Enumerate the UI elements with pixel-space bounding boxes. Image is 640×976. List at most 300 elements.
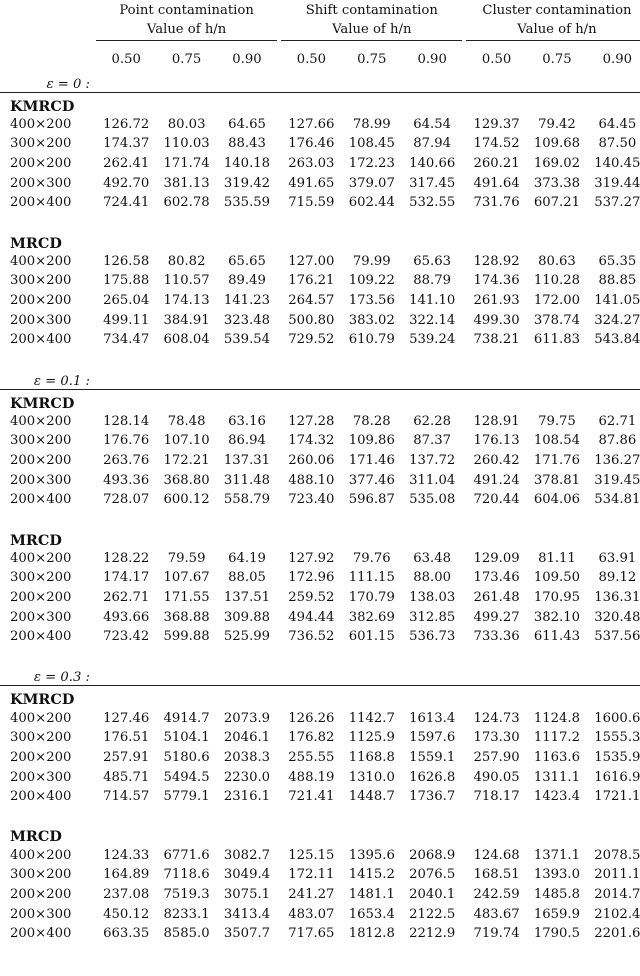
value-cell: 720.44 — [473, 492, 520, 508]
value-cell: 558.79 — [223, 492, 271, 508]
value-cell: 1168.8 — [348, 749, 395, 765]
value-cell: 262.41 — [103, 156, 150, 172]
size-label: 200×300 — [10, 609, 72, 625]
table-row — [0, 271, 640, 291]
value-cell: 663.35 — [103, 926, 150, 942]
value-cell: 608.04 — [163, 332, 210, 348]
table-row — [0, 845, 640, 865]
h-value-header: 0.90 — [602, 52, 633, 68]
table-row — [0, 154, 640, 174]
value-cell: 136.31 — [594, 589, 640, 605]
value-cell: 1423.4 — [533, 789, 581, 805]
value-cell: 2122.5 — [409, 906, 456, 922]
value-cell: 1721.1 — [594, 789, 640, 805]
value-cell: 257.91 — [103, 749, 150, 765]
value-cell: 138.03 — [409, 589, 456, 605]
table-row — [0, 490, 640, 510]
value-cell: 260.42 — [473, 453, 520, 469]
epsilon-row — [0, 70, 640, 93]
value-cell: 599.88 — [163, 629, 210, 645]
value-cell: 108.54 — [533, 433, 581, 449]
value-cell: 491.65 — [288, 175, 335, 191]
value-cell: 79.42 — [538, 116, 576, 132]
table-row — [0, 904, 640, 924]
value-cell: 176.82 — [288, 730, 335, 746]
value-cell: 728.07 — [103, 492, 150, 508]
value-cell: 171.46 — [348, 453, 395, 469]
value-cell: 107.10 — [163, 433, 210, 449]
table-row — [0, 588, 640, 608]
table-row — [0, 451, 640, 471]
value-cell: 1125.9 — [348, 730, 395, 746]
value-cell: 311.04 — [409, 472, 456, 488]
value-cell: 1790.5 — [533, 926, 581, 942]
value-cell: 128.22 — [103, 550, 150, 566]
method-row — [0, 823, 640, 845]
value-cell: 6771.6 — [163, 847, 210, 863]
value-cell: 1124.8 — [533, 710, 581, 726]
value-cell: 535.08 — [409, 492, 456, 508]
value-cell: 604.06 — [533, 492, 581, 508]
value-cell: 176.46 — [288, 136, 335, 152]
value-cell: 137.51 — [223, 589, 271, 605]
table-row — [0, 193, 640, 213]
size-label: 400×200 — [10, 253, 72, 269]
table-row — [0, 885, 640, 905]
value-cell: 170.79 — [348, 589, 395, 605]
value-cell: 1310.0 — [348, 769, 395, 785]
value-cell: 141.10 — [409, 293, 456, 309]
size-label: 200×400 — [10, 629, 72, 645]
size-label: 200×300 — [10, 769, 72, 785]
value-cell: 2201.6 — [594, 926, 640, 942]
value-cell: 65.35 — [598, 253, 637, 269]
value-cell: 141.23 — [223, 293, 271, 309]
value-cell: 127.00 — [288, 253, 335, 269]
method-label: KMRCD — [10, 97, 75, 115]
value-cell: 1535.9 — [594, 749, 640, 765]
value-cell: 62.28 — [413, 413, 452, 429]
value-cell: 537.56 — [594, 629, 640, 645]
size-label: 200×400 — [10, 332, 72, 348]
value-cell: 171.74 — [163, 156, 210, 172]
value-cell: 126.26 — [288, 710, 335, 726]
value-cell: 262.71 — [103, 589, 150, 605]
value-cell: 2076.5 — [409, 867, 456, 883]
value-cell: 485.71 — [103, 769, 150, 785]
value-cell: 1597.6 — [409, 730, 456, 746]
value-cell: 263.03 — [288, 156, 335, 172]
value-cell: 490.05 — [473, 769, 520, 785]
value-cell: 88.79 — [413, 273, 452, 289]
value-cell: 175.88 — [103, 273, 150, 289]
value-cell: 264.57 — [288, 293, 335, 309]
value-cell: 124.68 — [473, 847, 520, 863]
value-cell: 65.63 — [413, 253, 452, 269]
value-cell: 1653.4 — [348, 906, 395, 922]
value-cell: 137.72 — [409, 453, 456, 469]
value-cell: 611.83 — [533, 332, 581, 348]
value-cell: 731.76 — [473, 195, 520, 211]
value-cell: 729.52 — [288, 332, 335, 348]
value-cell: 714.57 — [103, 789, 150, 805]
value-cell: 172.96 — [288, 570, 335, 586]
value-cell: 1600.6 — [594, 710, 640, 726]
value-cell: 1415.2 — [348, 867, 395, 883]
value-cell: 373.38 — [533, 175, 581, 191]
value-cell: 64.54 — [413, 116, 452, 132]
value-cell: 78.99 — [352, 116, 391, 132]
value-cell: 323.48 — [223, 312, 271, 328]
size-label: 200×400 — [10, 926, 72, 942]
value-cell: 63.91 — [598, 550, 637, 566]
value-cell: 537.27 — [594, 195, 640, 211]
table-row — [0, 549, 640, 569]
value-cell: 109.68 — [533, 136, 581, 152]
value-cell: 176.21 — [288, 273, 335, 289]
value-cell: 532.55 — [409, 195, 456, 211]
h-value-header: 0.50 — [481, 52, 512, 68]
value-cell: 2068.9 — [409, 847, 456, 863]
table-row — [0, 767, 640, 787]
value-cell: 2212.9 — [409, 926, 456, 942]
value-cell: 125.15 — [288, 847, 335, 863]
value-cell: 255.55 — [288, 749, 335, 765]
value-cell: 600.12 — [163, 492, 210, 508]
value-cell: 311.48 — [223, 472, 271, 488]
value-cell: 170.95 — [533, 589, 581, 605]
value-cell: 382.10 — [533, 609, 581, 625]
value-cell: 721.41 — [288, 789, 335, 805]
value-cell: 164.89 — [103, 867, 150, 883]
value-cell: 78.48 — [167, 413, 206, 429]
value-cell: 483.67 — [473, 906, 520, 922]
value-cell: 172.23 — [348, 156, 395, 172]
value-cell: 137.31 — [223, 453, 271, 469]
value-cell: 79.76 — [352, 550, 391, 566]
value-cell: 78.28 — [352, 413, 391, 429]
value-cell: 127.92 — [288, 550, 335, 566]
value-cell: 607.21 — [533, 195, 581, 211]
value-cell: 127.28 — [288, 413, 335, 429]
size-label: 200×300 — [10, 472, 72, 488]
value-cell: 241.27 — [288, 886, 335, 902]
size-label: 200×300 — [10, 312, 72, 328]
value-cell: 172.00 — [533, 293, 581, 309]
value-cell: 1626.8 — [409, 769, 456, 785]
value-cell: 610.79 — [348, 332, 395, 348]
table-header — [0, 0, 640, 70]
value-cell: 368.80 — [163, 472, 210, 488]
value-cell: 7118.6 — [163, 867, 210, 883]
value-cell: 733.36 — [473, 629, 520, 645]
value-cell: 89.49 — [228, 273, 266, 289]
value-cell: 719.74 — [473, 926, 520, 942]
h-value-header: 0.50 — [111, 52, 141, 68]
value-cell: 109.22 — [348, 273, 395, 289]
table-row — [0, 173, 640, 193]
group-title-point: Point contamination — [119, 2, 254, 18]
value-cell: 136.27 — [594, 453, 640, 469]
value-cell: 64.65 — [228, 116, 266, 132]
value-cell: 140.45 — [594, 156, 640, 172]
value-cell: 324.27 — [594, 312, 640, 328]
value-cell: 611.43 — [533, 629, 581, 645]
value-cell: 169.02 — [533, 156, 581, 172]
table-row — [0, 568, 640, 588]
value-cell: 176.76 — [103, 433, 150, 449]
h-value-header: 0.75 — [357, 52, 387, 68]
value-cell: 1613.4 — [409, 710, 456, 726]
group-subtitle-point: Value of h/n — [96, 20, 277, 40]
value-cell: 723.40 — [288, 492, 335, 508]
value-cell: 129.09 — [473, 550, 520, 566]
value-cell: 488.10 — [288, 472, 335, 488]
method-spacer-cell — [0, 806, 640, 823]
size-label: 200×200 — [10, 749, 72, 765]
method-spacer — [0, 806, 640, 823]
group-title-shift: Shift contamination — [305, 2, 438, 18]
value-cell: 109.50 — [533, 570, 581, 586]
value-cell: 126.58 — [103, 253, 150, 269]
value-cell: 491.24 — [473, 472, 520, 488]
method-spacer-cell — [0, 213, 640, 230]
table-row — [0, 330, 640, 350]
value-cell: 88.00 — [413, 570, 452, 586]
value-cell: 382.69 — [348, 609, 395, 625]
size-label: 200×400 — [10, 492, 72, 508]
section-spacer-cell — [0, 646, 640, 663]
value-cell: 3507.7 — [223, 926, 271, 942]
method-spacer — [0, 510, 640, 527]
value-cell: 128.91 — [473, 413, 520, 429]
value-cell: 63.16 — [228, 413, 266, 429]
value-cell: 601.15 — [348, 629, 395, 645]
value-cell: 257.90 — [473, 749, 520, 765]
method-spacer-cell — [0, 510, 640, 527]
table-row — [0, 431, 640, 451]
table-row — [0, 412, 640, 432]
value-cell: 171.76 — [533, 453, 581, 469]
value-cell: 525.99 — [223, 629, 271, 645]
value-cell: 79.75 — [538, 413, 576, 429]
value-cell: 1485.8 — [533, 886, 581, 902]
value-cell: 129.37 — [473, 116, 520, 132]
value-cell: 724.41 — [103, 195, 150, 211]
value-cell: 491.64 — [473, 175, 520, 191]
size-label: 400×200 — [10, 710, 72, 726]
size-label: 200×300 — [10, 175, 72, 191]
h-value-header: 0.50 — [296, 52, 327, 68]
value-cell: 79.99 — [352, 253, 391, 269]
table-row — [0, 787, 640, 807]
value-cell: 319.42 — [223, 175, 271, 191]
value-cell: 260.21 — [473, 156, 520, 172]
value-cell: 140.66 — [409, 156, 456, 172]
value-cell: 124.73 — [473, 710, 520, 726]
value-cell: 263.76 — [103, 453, 150, 469]
value-cell: 1736.7 — [409, 789, 456, 805]
h-value-header: 0.75 — [171, 52, 202, 68]
value-cell: 8233.1 — [163, 906, 210, 922]
value-cell: 87.37 — [413, 433, 452, 449]
value-cell: 1812.8 — [348, 926, 395, 942]
value-cell: 499.30 — [473, 312, 520, 328]
value-cell: 128.14 — [103, 413, 150, 429]
value-cell: 536.73 — [409, 629, 456, 645]
value-cell: 734.47 — [103, 332, 150, 348]
value-cell: 124.33 — [103, 847, 150, 863]
value-cell: 173.30 — [473, 730, 520, 746]
value-cell: 110.28 — [533, 273, 581, 289]
value-cell: 1559.1 — [409, 749, 456, 765]
value-cell: 383.02 — [348, 312, 395, 328]
method-row — [0, 686, 640, 708]
value-cell: 64.45 — [598, 116, 637, 132]
size-label: 400×200 — [10, 116, 72, 132]
table-row — [0, 748, 640, 768]
value-cell: 483.07 — [288, 906, 335, 922]
value-cell: 173.46 — [473, 570, 520, 586]
value-cell: 379.07 — [348, 175, 395, 191]
method-label: MRCD — [10, 828, 62, 846]
value-cell: 168.51 — [473, 867, 520, 883]
size-label: 300×200 — [10, 273, 72, 289]
value-cell: 80.63 — [538, 253, 576, 269]
size-label: 200×200 — [10, 886, 72, 902]
table-row — [0, 291, 640, 311]
method-row — [0, 230, 640, 252]
section-spacer-cell — [0, 350, 640, 367]
table-row — [0, 310, 640, 330]
value-cell: 1371.1 — [533, 847, 581, 863]
value-cell: 261.48 — [473, 589, 520, 605]
value-cell: 1311.1 — [533, 769, 581, 785]
value-cell: 535.59 — [223, 195, 271, 211]
value-cell: 1117.2 — [533, 730, 581, 746]
epsilon-label: ε = 0 : — [46, 76, 90, 92]
value-cell: 602.78 — [163, 195, 210, 211]
value-cell: 596.87 — [348, 492, 395, 508]
size-label: 200×400 — [10, 195, 72, 211]
value-cell: 2230.0 — [223, 769, 271, 785]
value-cell: 378.74 — [533, 312, 581, 328]
epsilon-row — [0, 663, 640, 686]
value-cell: 539.54 — [223, 332, 271, 348]
value-cell: 126.72 — [103, 116, 150, 132]
value-cell: 261.93 — [473, 293, 520, 309]
value-cell: 172.11 — [288, 867, 335, 883]
value-cell: 80.03 — [167, 116, 206, 132]
epsilon-row — [0, 367, 640, 390]
value-cell: 1555.3 — [594, 730, 640, 746]
size-label: 200×200 — [10, 293, 72, 309]
value-cell: 317.45 — [409, 175, 456, 191]
epsilon-row-filler — [96, 663, 640, 686]
value-cell: 174.17 — [103, 570, 150, 586]
value-cell: 174.37 — [103, 136, 150, 152]
value-cell: 494.44 — [288, 609, 335, 625]
value-cell: 2040.1 — [409, 886, 456, 902]
value-cell: 320.48 — [594, 609, 640, 625]
size-label: 200×300 — [10, 906, 72, 922]
value-cell: 87.50 — [598, 136, 637, 152]
value-cell: 86.94 — [228, 433, 266, 449]
value-cell: 109.86 — [348, 433, 395, 449]
value-cell: 174.13 — [163, 293, 210, 309]
size-label: 400×200 — [10, 550, 72, 566]
value-cell: 81.11 — [538, 550, 576, 566]
value-cell: 3082.7 — [223, 847, 271, 863]
size-label: 200×200 — [10, 589, 72, 605]
value-cell: 322.14 — [409, 312, 456, 328]
value-cell: 539.24 — [409, 332, 456, 348]
value-cell: 717.65 — [288, 926, 335, 942]
table-row — [0, 134, 640, 154]
table-row — [0, 115, 640, 135]
value-cell: 2038.3 — [223, 749, 271, 765]
value-cell: 140.18 — [223, 156, 271, 172]
value-cell: 736.52 — [288, 629, 335, 645]
h-value-header: 0.75 — [542, 52, 572, 68]
value-cell: 65.65 — [228, 253, 266, 269]
size-label: 200×200 — [10, 156, 72, 172]
size-label: 300×200 — [10, 433, 72, 449]
value-cell: 4914.7 — [163, 710, 210, 726]
value-cell: 259.52 — [288, 589, 335, 605]
value-cell: 2102.4 — [594, 906, 640, 922]
value-cell: 171.55 — [163, 589, 210, 605]
method-spacer — [0, 213, 640, 230]
value-cell: 1393.0 — [533, 867, 581, 883]
value-cell: 3413.4 — [223, 906, 271, 922]
epsilon-row-filler — [96, 70, 640, 93]
value-cell: 237.08 — [103, 886, 150, 902]
size-label: 200×200 — [10, 453, 72, 469]
table-row — [0, 728, 640, 748]
value-cell: 312.85 — [409, 609, 456, 625]
value-cell: 715.59 — [288, 195, 335, 211]
value-cell: 1163.6 — [533, 749, 581, 765]
value-cell: 174.52 — [473, 136, 520, 152]
value-cell: 89.12 — [598, 570, 637, 586]
value-cell: 108.45 — [348, 136, 395, 152]
group-subtitle-cluster: Value of h/n — [466, 20, 640, 40]
value-cell: 319.45 — [594, 472, 640, 488]
value-cell: 492.70 — [103, 175, 150, 191]
value-cell: 493.36 — [103, 472, 150, 488]
value-cell: 309.88 — [223, 609, 271, 625]
value-cell: 141.05 — [594, 293, 640, 309]
value-cell: 3075.1 — [223, 886, 271, 902]
value-cell: 5779.1 — [163, 789, 210, 805]
value-cell: 107.67 — [163, 570, 210, 586]
value-cell: 723.42 — [103, 629, 150, 645]
value-cell: 1659.9 — [533, 906, 581, 922]
value-cell: 111.15 — [348, 570, 395, 586]
method-label: MRCD — [10, 234, 62, 252]
value-cell: 499.11 — [103, 312, 150, 328]
value-cell: 377.46 — [348, 472, 395, 488]
method-row — [0, 527, 640, 549]
size-label: 300×200 — [10, 867, 72, 883]
value-cell: 5104.1 — [163, 730, 210, 746]
value-cell: 127.46 — [103, 710, 150, 726]
value-cell: 2073.9 — [223, 710, 271, 726]
value-cell: 87.86 — [598, 433, 637, 449]
value-cell: 110.03 — [163, 136, 210, 152]
table-row — [0, 607, 640, 627]
